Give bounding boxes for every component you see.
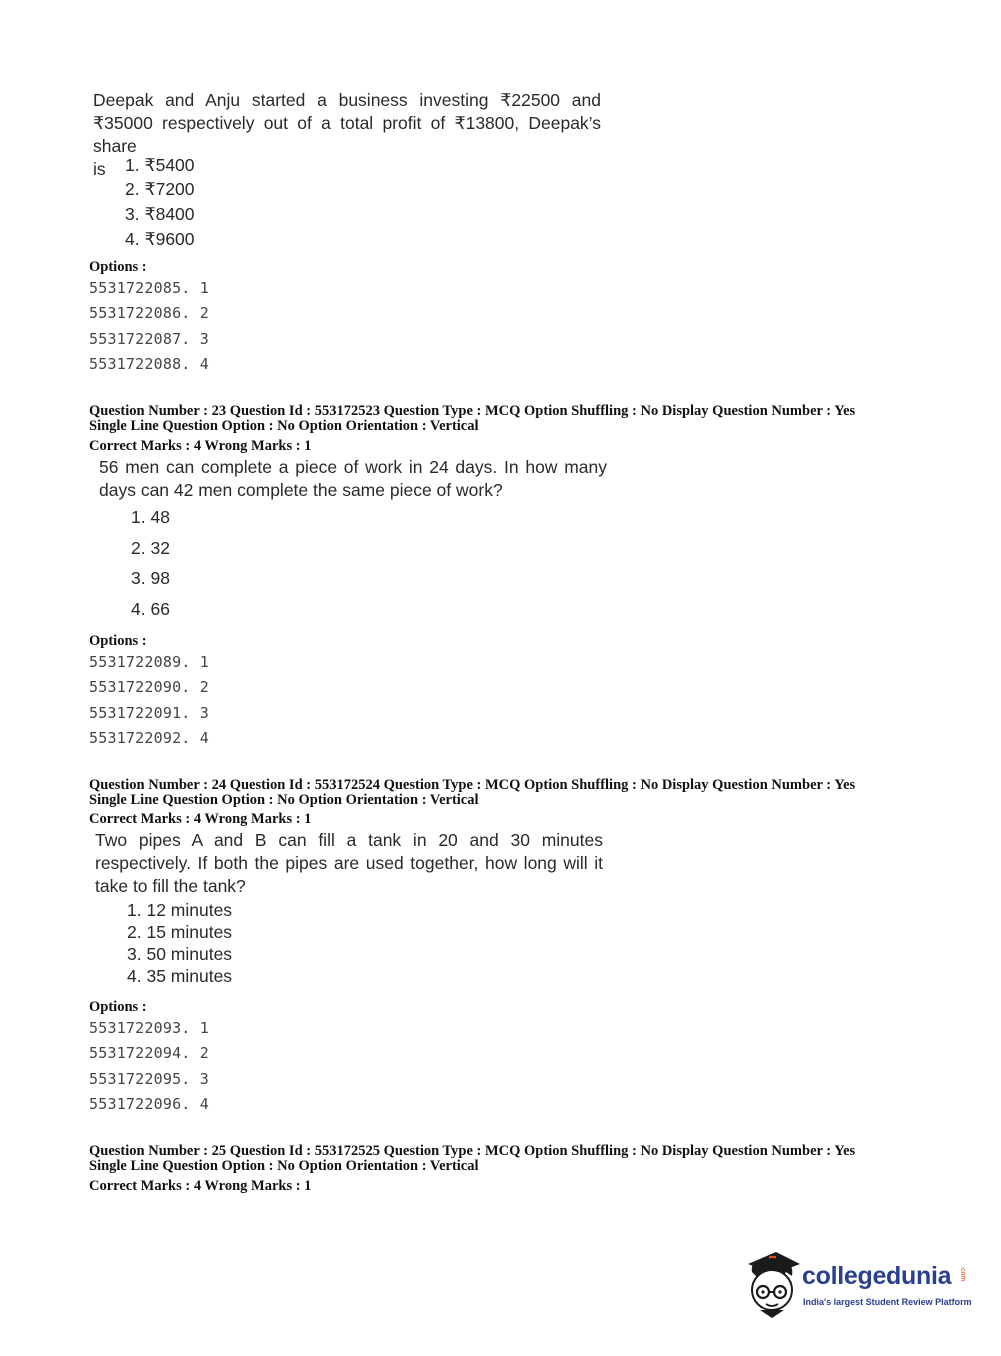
question-24-option-2: 5531722094. 2 xyxy=(89,1044,209,1062)
question-24-option-4: 5531722096. 4 xyxy=(89,1095,209,1113)
question-24-choice-2: 2. 15 minutes xyxy=(127,922,233,942)
question-24-line-1: Two pipes A and B can fill a tank in 20 and 30 minutes xyxy=(95,830,603,850)
question-23-option-1: 5531722089. 1 xyxy=(89,653,209,671)
question-23-choice-4: 4. 66 xyxy=(131,599,170,619)
question-24-options-heading: Options : xyxy=(89,999,147,1015)
logo-tagline: India's largest Student Review Platform xyxy=(803,1297,972,1307)
question-23-line-1: 56 men can complete a piece of work in 24 days. In how many xyxy=(99,457,607,477)
question-24-option-1: 5531722093. 1 xyxy=(89,1019,209,1037)
question-24-option-3: 5531722095. 3 xyxy=(89,1070,209,1088)
logo-wordmark: collegedunia xyxy=(802,1262,952,1290)
question-22-choice-1: 1. ₹5400 xyxy=(125,155,195,175)
question-22-line-1: Deepak and Anju started a business investing ₹22500 and xyxy=(93,90,601,110)
logo-domain-suffix: .com xyxy=(959,1266,966,1282)
question-22-choice-4: 4. ₹9600 xyxy=(125,229,195,249)
question-22-option-1: 5531722085. 1 xyxy=(89,279,209,297)
question-23-text xyxy=(99,456,607,502)
question-24-marks: Correct Marks : 4 Wrong Marks : 1 xyxy=(89,811,312,827)
question-22-line-3: is xyxy=(93,159,106,179)
question-25-meta-line-1: Question Number : 25 Question Id : 553172525 Question Type : MCQ Option Shuffling : No Display Question Number : Yes xyxy=(89,1143,856,1159)
question-22-option-3: 5531722087. 3 xyxy=(89,330,209,348)
question-23-choice-1: 1. 48 xyxy=(131,507,170,527)
question-25-marks: Correct Marks : 4 Wrong Marks : 1 xyxy=(89,1178,312,1194)
question-23-choice-2: 2. 32 xyxy=(131,538,170,558)
question-22-options-heading: Options : xyxy=(89,259,147,275)
question-23-line-2: days can 42 men complete the same piece of work? xyxy=(99,480,503,500)
question-24-choice-1: 1. 12 minutes xyxy=(127,900,233,920)
question-23-option-3: 5531722091. 3 xyxy=(89,704,209,722)
question-22-choice-2: 2. ₹7200 xyxy=(125,179,195,199)
question-24-line-2: respectively. If both the pipes are used together, how long will it xyxy=(95,853,603,873)
mascot-icon xyxy=(742,1250,804,1320)
question-22-option-2: 5531722086. 2 xyxy=(89,304,209,322)
question-22-choice-3: 3. ₹8400 xyxy=(125,204,195,224)
question-23-options-heading: Options : xyxy=(89,633,147,649)
question-22-option-4: 5531722088. 4 xyxy=(89,355,209,373)
question-24-choice-3: 3. 50 minutes xyxy=(127,944,233,964)
collegedunia-logo xyxy=(742,1250,972,1320)
question-23-meta-line-2: Single Line Question Option : No Option Orientation : Vertical xyxy=(89,418,479,434)
question-23-marks: Correct Marks : 4 Wrong Marks : 1 xyxy=(89,438,312,454)
question-23-meta-line-1: Question Number : 23 Question Id : 553172523 Question Type : MCQ Option Shuffling : No Display Question Number : Yes xyxy=(89,403,856,419)
question-25-meta-line-2: Single Line Question Option : No Option Orientation : Vertical xyxy=(89,1158,479,1174)
question-24-line-3: take to fill the tank? xyxy=(95,876,246,896)
question-24-choice-4: 4. 35 minutes xyxy=(127,966,233,986)
question-23-option-2: 5531722090. 2 xyxy=(89,678,209,696)
question-24-text xyxy=(95,829,603,898)
question-23-choice-3: 3. 98 xyxy=(131,568,170,588)
question-24-meta-line-1: Question Number : 24 Question Id : 553172524 Question Type : MCQ Option Shuffling : No Display Question Number : Yes xyxy=(89,777,856,793)
question-24-meta-line-2: Single Line Question Option : No Option Orientation : Vertical xyxy=(89,792,479,808)
question-23-option-4: 5531722092. 4 xyxy=(89,729,209,747)
question-22-line-2: ₹35000 respectively out of a total profit of ₹13800, Deepak’s share xyxy=(93,113,601,156)
